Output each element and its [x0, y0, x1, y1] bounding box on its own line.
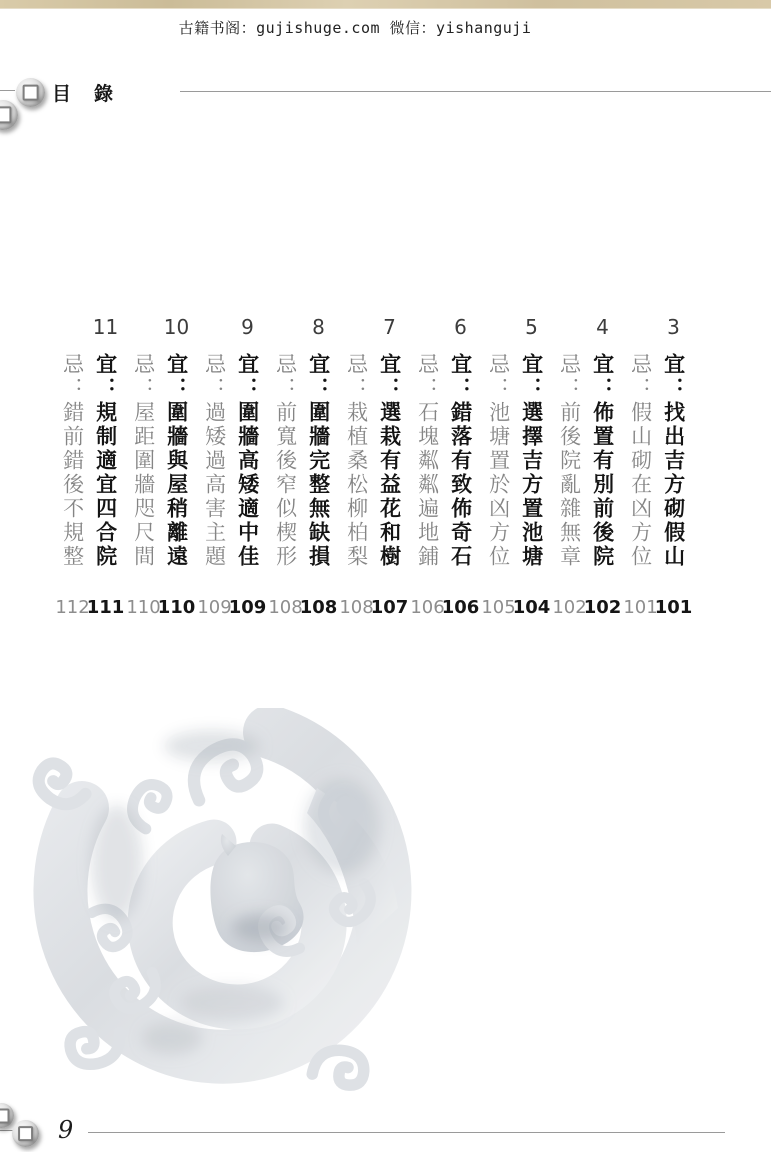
toc-entry-ji: 忌：假山砌在凶方位	[628, 353, 653, 570]
coin-icon	[16, 78, 45, 107]
toc-entry-ji: 忌：栽植桑松柳柏梨	[344, 353, 369, 570]
toc-subcolumn-yi	[512, 312, 551, 618]
toc-subcolumn-ji	[126, 312, 161, 618]
coin-icon	[0, 1103, 14, 1128]
page-ref: 108	[268, 597, 303, 618]
page-ref: 101	[654, 597, 693, 618]
section-number: 5	[525, 315, 538, 339]
page-ref: 104	[512, 597, 551, 618]
section-number: 10	[163, 315, 190, 339]
toc-columns	[55, 312, 693, 618]
page-ref: 105	[481, 597, 516, 618]
toc-section-11	[55, 312, 125, 618]
decorative-top-border	[0, 0, 771, 9]
header-rule	[180, 91, 771, 92]
toc-section-8	[268, 312, 338, 618]
toc-subcolumn-yi	[654, 312, 693, 618]
toc-subcolumn-ji	[197, 312, 232, 618]
toc-subcolumn-yi	[583, 312, 622, 618]
section-number: 6	[454, 315, 467, 339]
toc-entry-ji: 忌：前寬後窄似楔形	[273, 353, 298, 570]
toc-entry-ji: 忌：屋距圍牆咫尺間	[131, 353, 156, 570]
folio-page-number: 9	[58, 1116, 74, 1144]
toc-subcolumn-ji	[55, 312, 90, 618]
page-ref: 111	[86, 597, 125, 618]
page-ref: 108	[339, 597, 374, 618]
section-number: 3	[667, 315, 680, 339]
toc-subcolumn-ji	[268, 312, 303, 618]
jade-dragon-decoration	[22, 708, 452, 1093]
toc-entry-ji: 忌：石塊粼粼遍地鋪	[415, 353, 440, 570]
page-ref: 107	[370, 597, 409, 618]
toc-entry-ji: 忌：錯前錯後不規整	[60, 353, 85, 570]
footer-rule	[88, 1132, 725, 1133]
page-ref: 106	[410, 597, 445, 618]
toc-entry-yi: 宜：圍牆完整無缺損	[306, 353, 331, 570]
page-ref: 106	[441, 597, 480, 618]
page-title: 目 錄	[52, 84, 116, 105]
toc-subcolumn-yi	[299, 312, 338, 618]
toc-subcolumn-yi	[157, 312, 196, 618]
toc-entry-yi: 宜：找出吉方砌假山	[661, 353, 686, 570]
toc-section-9	[197, 312, 267, 618]
toc-subcolumn-ji	[623, 312, 658, 618]
coin-icon	[12, 1120, 39, 1147]
toc-subcolumn-yi	[86, 312, 125, 618]
toc-entry-yi: 宜：圍牆與屋稍離遠	[164, 353, 189, 570]
toc-subcolumn-ji	[339, 312, 374, 618]
section-number: 9	[241, 315, 254, 339]
toc-subcolumn-yi	[441, 312, 480, 618]
page-ref: 102	[583, 597, 622, 618]
section-number: 4	[596, 315, 609, 339]
page-ref: 102	[552, 597, 587, 618]
toc-entry-ji: 忌：前後院亂雜無章	[557, 353, 582, 570]
coin-icon	[0, 100, 18, 130]
toc-section-10	[126, 312, 196, 618]
toc-subcolumn-yi	[370, 312, 409, 618]
toc-entry-yi: 宜：圍牆高矮適中佳	[235, 353, 260, 570]
section-number: 11	[92, 315, 119, 339]
toc-entry-yi: 宜：選擇吉方置池塘	[519, 353, 544, 570]
toc-entry-yi: 宜：佈置有別前後院	[590, 353, 615, 570]
toc-entry-yi: 宜：錯落有致佈奇石	[448, 353, 473, 570]
page-ref: 108	[299, 597, 338, 618]
section-number: 7	[383, 315, 396, 339]
header-left-rule	[0, 90, 15, 91]
toc-entry-yi: 宜：規制適宜四合院	[93, 353, 118, 570]
page-ref: 101	[623, 597, 658, 618]
toc-section-5	[481, 312, 551, 618]
page-ref: 109	[197, 597, 232, 618]
toc-section-6	[410, 312, 480, 618]
toc-subcolumn-ji	[410, 312, 445, 618]
toc-entry-yi: 宜：選栽有益花和樹	[377, 353, 402, 570]
toc-section-7	[339, 312, 409, 618]
page-ref: 110	[126, 597, 161, 618]
page-ref: 110	[157, 597, 196, 618]
page-ref: 112	[55, 597, 90, 618]
toc-entry-ji: 忌：過矮過高害主題	[202, 353, 227, 570]
section-number: 8	[312, 315, 325, 339]
toc-subcolumn-yi	[228, 312, 267, 618]
toc-entry-ji: 忌：池塘置於凶方位	[486, 353, 511, 570]
toc-subcolumn-ji	[552, 312, 587, 618]
watermark-text: 古籍书阁：gujishuge.com 微信：yishanguji	[178, 19, 532, 37]
page-ref: 109	[228, 597, 267, 618]
toc-section-4	[552, 312, 622, 618]
toc-section-3	[623, 312, 693, 618]
toc-subcolumn-ji	[481, 312, 516, 618]
